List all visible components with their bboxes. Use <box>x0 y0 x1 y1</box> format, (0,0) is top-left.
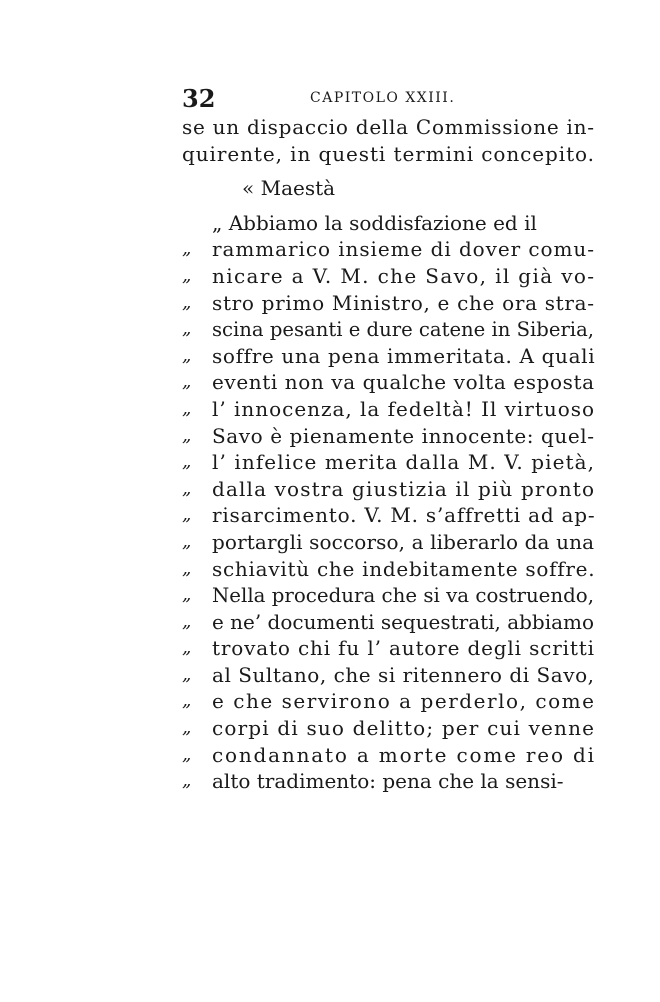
quote-mark: „ <box>182 344 192 366</box>
quote-mark: „ <box>182 557 192 579</box>
line-text: e ne’ documenti sequestrati, abbiamo <box>212 609 594 634</box>
quote-mark: „ <box>182 743 192 765</box>
running-header <box>182 84 592 112</box>
page-number: 32 <box>182 84 216 113</box>
text-line <box>182 263 594 290</box>
quote-mark: „ <box>182 690 192 712</box>
text-line <box>182 369 594 396</box>
line-text: quirente, in questi termini concepito. <box>182 141 595 166</box>
text-line <box>182 662 594 689</box>
line-text: stro primo Ministro, e che ora stra- <box>212 290 595 315</box>
line-text: risarcimento. V. M. s’affretti ad ap- <box>212 503 596 528</box>
line-text: Nella procedura che si va costruendo, <box>212 583 594 608</box>
quote-mark: „ <box>182 663 192 685</box>
quote-mark: „ <box>182 717 192 739</box>
quote-mark: „ <box>182 291 192 313</box>
quote-mark: „ <box>182 318 192 340</box>
line-text: corpi di suo delitto; per cui venne <box>212 716 596 741</box>
quote-mark: „ <box>182 451 192 473</box>
text-line <box>182 556 594 583</box>
quote-mark: „ <box>182 584 192 606</box>
quote-mark: „ <box>182 424 192 446</box>
text-line <box>182 396 594 423</box>
line-text: soffre una pena immeritata. A quali <box>212 343 596 368</box>
body-text <box>182 114 594 795</box>
text-line <box>182 236 594 263</box>
text-line <box>182 529 594 556</box>
text-line <box>182 316 594 343</box>
text-line <box>182 449 594 476</box>
text-line <box>182 609 594 636</box>
text-line <box>182 423 594 450</box>
line-text: condannato a morte come reo di <box>212 742 596 767</box>
text-line <box>182 688 594 715</box>
line-text: eventi non va qualche volta esposta <box>212 370 595 395</box>
quote-mark: „ <box>182 530 192 552</box>
quote-mark: „ <box>182 770 192 792</box>
chapter-title: CAPITOLO XXIII. <box>310 90 456 106</box>
text-line <box>182 582 594 609</box>
text-line <box>182 742 594 769</box>
quote-mark: „ <box>182 397 192 419</box>
line-text: rammarico insieme di dover comu- <box>212 237 595 262</box>
line-text: l’ innocenza, la fedeltà! Il virtuoso <box>212 396 595 421</box>
line-text: portargli soccorso, a liberarlo da una <box>212 529 595 554</box>
text-line <box>182 343 594 370</box>
quote-mark: „ <box>182 504 192 526</box>
text-line <box>182 715 594 742</box>
line-text: alto tradimento: pena che la sensi- <box>212 769 564 794</box>
text-line <box>182 290 594 317</box>
text-line <box>182 175 594 202</box>
line-text: trovato chi fu l’ autore degli scritti <box>212 636 595 661</box>
text-line <box>182 768 594 795</box>
line-text: Savo è pienamente innocente: quel- <box>212 423 595 448</box>
quote-mark: „ <box>182 637 192 659</box>
line-text: e che servirono a perderlo, come <box>212 689 596 714</box>
text-line <box>182 114 594 141</box>
line-text: al Sultano, che si ritennero di Savo, <box>212 662 595 687</box>
line-text: nicare a V. M. che Savo, il già vo- <box>212 263 596 288</box>
line-text: se un dispaccio della Commissione in- <box>182 115 595 139</box>
line-text: « Maestà <box>242 176 336 201</box>
quote-mark: „ <box>182 371 192 393</box>
text-line <box>182 635 594 662</box>
line-text: „ Abbiamo la soddisfazione ed il <box>212 210 537 235</box>
text-line <box>182 502 594 529</box>
line-text: schiavitù che indebitamente soffre. <box>212 556 596 581</box>
line-text: l’ infelice merita dalla M. V. pietà, <box>212 450 596 475</box>
quote-mark: „ <box>182 238 192 260</box>
line-text: scina pesanti e dure catene in Siberia, <box>212 317 594 342</box>
quote-mark: „ <box>182 477 192 499</box>
quote-mark: „ <box>182 610 192 632</box>
text-line <box>182 141 594 168</box>
text-line <box>182 476 594 503</box>
quote-mark: „ <box>182 264 192 286</box>
line-text: dalla vostra giustizia il più pronto <box>212 476 596 501</box>
text-line <box>182 210 594 237</box>
